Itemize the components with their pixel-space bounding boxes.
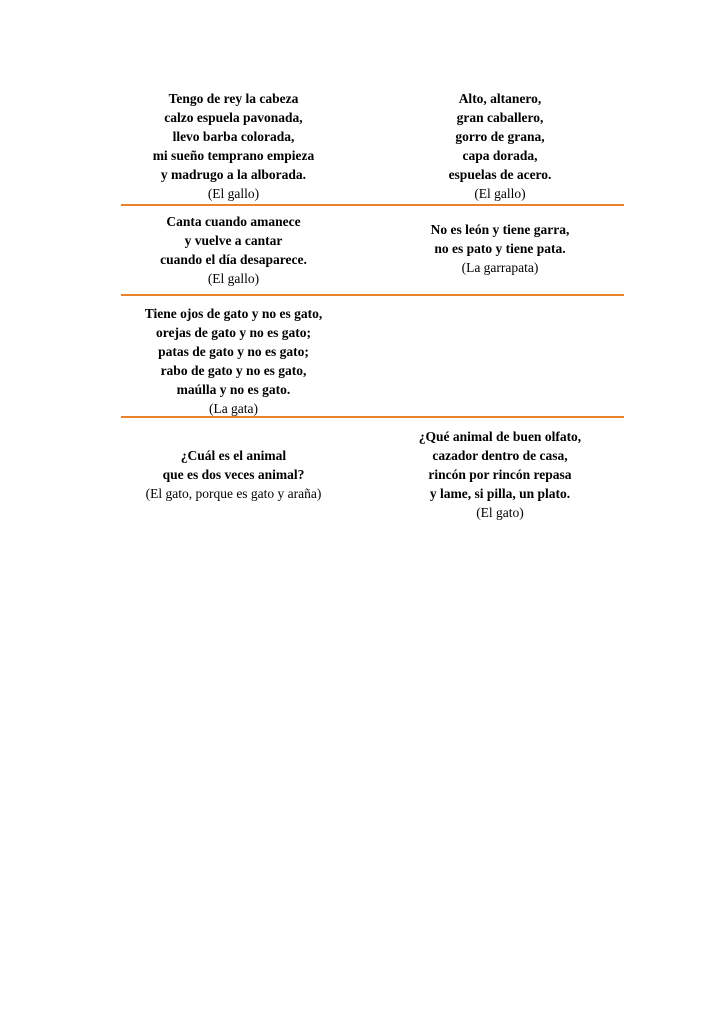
riddle-line: patas de gato y no es gato; <box>158 344 309 359</box>
riddle-answer: (El gallo) <box>207 271 260 286</box>
riddle-line: maúlla y no es gato. <box>176 382 291 397</box>
riddle-answer: (El gato) <box>476 505 524 520</box>
riddle-answer: (El gallo) <box>474 186 526 201</box>
riddle-cell <box>346 206 624 294</box>
riddle-line: llevo barba colorada, <box>172 129 295 144</box>
riddle-line: calzo espuela pavonada, <box>164 110 303 125</box>
riddle-answer: (El gato, porque es gato y araña) <box>145 486 322 501</box>
riddle-answer: (El gallo) <box>207 186 260 201</box>
riddle-line: Tiene ojos de gato y no es gato, <box>144 306 323 321</box>
riddle-row-3 <box>121 296 624 416</box>
riddle-cell <box>346 418 624 518</box>
riddle-line: No es león y tiene garra, <box>430 222 570 237</box>
riddle-line: Alto, altanero, <box>458 91 542 106</box>
empty-cell <box>346 296 624 416</box>
riddle-line: mi sueño temprano empieza <box>152 148 315 163</box>
riddle-answer: (La garrapata) <box>461 260 539 275</box>
riddle-line: capa dorada, <box>462 148 538 163</box>
riddle-line: no es pato y tiene pata. <box>434 241 566 256</box>
riddle-line: gran caballero, <box>456 110 544 125</box>
riddle-page <box>121 86 624 518</box>
riddle-line: cuando el día desaparece. <box>160 252 307 267</box>
riddle-cell <box>121 418 346 518</box>
riddle-cell <box>121 206 346 294</box>
riddle-cell <box>346 86 624 204</box>
riddle-line: ¿Cuál es el animal <box>180 448 287 463</box>
riddle-line: espuelas de acero. <box>448 167 552 182</box>
riddle-line: rabo de gato y no es gato, <box>160 363 307 378</box>
riddle-line: rincón por rincón repasa <box>428 467 572 482</box>
riddle-line: ¿Qué animal de buen olfato, <box>418 429 582 444</box>
riddle-row-4 <box>121 418 624 518</box>
riddle-line: Canta cuando amanece <box>166 214 301 229</box>
riddle-cell <box>121 86 346 204</box>
riddle-line: y vuelve a cantar <box>184 233 283 248</box>
riddle-line: gorro de grana, <box>455 129 545 144</box>
riddle-row-2 <box>121 206 624 294</box>
riddle-line: Tengo de rey la cabeza <box>168 91 299 106</box>
riddle-line: orejas de gato y no es gato; <box>156 325 311 340</box>
riddle-cell <box>121 296 346 416</box>
riddle-line: que es dos veces animal? <box>162 467 305 482</box>
riddle-line: cazador dentro de casa, <box>432 448 568 463</box>
riddle-row-1 <box>121 86 624 204</box>
riddle-line: y madrugo a la alborada. <box>160 167 307 182</box>
riddle-answer: (La gata) <box>208 401 259 416</box>
riddle-line: y lame, si pilla, un plato. <box>429 486 571 501</box>
